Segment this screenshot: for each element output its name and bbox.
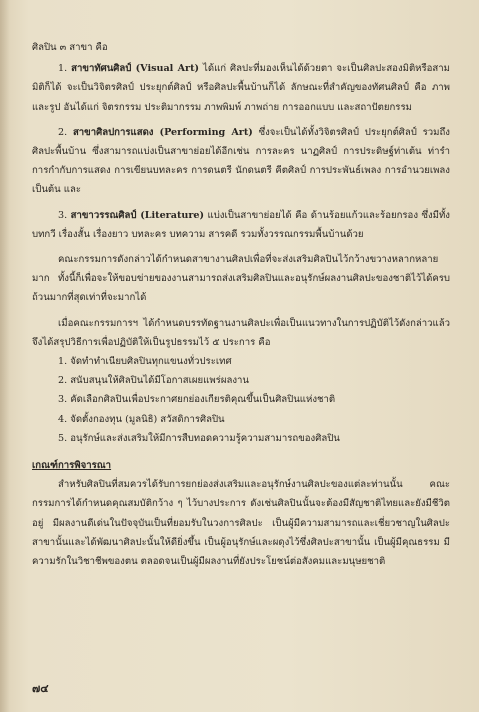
- art-branch-2: [32, 123, 450, 200]
- goal-item-3: 3. คัดเลือกศิลปินเพื่อประกาศยกย่องเกียรติคุณขึ้นเป็นศิลปินแห่งชาติ: [58, 394, 336, 406]
- art-branch-2-number: 2.: [58, 126, 68, 138]
- goal-item-5: 5. อนุรักษ์และส่งเสริมให้มีการสืบทอดความรู้ความสามารถของศิลปิน: [58, 432, 340, 444]
- art-branch-3-number: 3.: [58, 209, 68, 221]
- committee-paragraph: คณะกรรมการดังกล่าวได้กำหนดสาขางานศิลปเพื่อที่จะส่งเสริมศิลปินไว้กว้างขวางหลากหลายมาก ทั้งนี้ก็เพื่อจะให้ขอบข่ายของงานสามารถส่งเสริมศิลปินและอนุรักษ์ผลงานศิลปะของชาติไว้ได้ครบถ้วนมากที่สุดเท่าที่จะมากได้: [32, 254, 450, 304]
- art-branch-2-text: ซึ่งจะเป็นได้ทั้งวิจิตรศิลป์ ประยุกต์ศิลป์ รวมถึงศิลปะพื้นบ้าน ซึ่งสามารถแบ่งเป็นสาขาย่อยได้อีกเช่น การละคร นาฏศิลป์ การประดิษฐ์ท่าเต้น ท่ารำ การกำกับการแสดง การเขียนบทละคร การดนตรี นักดนตรี คีตศิลป์ การประพันธ์เพลง การอำนวยเพลง เป็นต้น และ: [32, 126, 450, 196]
- criteria-heading: เกณฑ์การพิจารณา: [32, 460, 112, 472]
- art-branch-1-number: 1.: [58, 63, 68, 75]
- art-branch-1: [32, 59, 450, 117]
- goal-item-2: 2. สนับสนุนให้ศิลปินได้มีโอกาสเผยแพร่ผลงาน: [58, 375, 249, 387]
- page-gutter-shadow: [0, 0, 10, 712]
- art-branch-3: [32, 206, 450, 244]
- goal-item-4: 4. จัดตั้งกองทุน (มูลนิธิ) สวัสดิการศิลปิน: [58, 413, 225, 425]
- page-number: ๗๔: [32, 682, 49, 695]
- goals-intro-paragraph: เมื่อคณะกรรมการฯ ได้กำหนดบรรทัดฐานงานศิลปะเพื่อเป็นแนวทางในการปฏิบัติไว้ดังกล่าวแล้ว จึงได้สรุปวิธีการเพื่อปฏิบัติให้เป็นรูปธรรมไว้ ๕ ประการ คือ: [32, 317, 450, 348]
- goal-item-1: 1. จัดทำทำเนียบศิลปินทุกแขนงทั่วประเทศ: [58, 356, 232, 368]
- art-branch-1-title: สาขาทัศนศิลป์ (Visual Art): [71, 63, 200, 75]
- art-branch-2-title: สาขาศิลปการแสดง (Performing Art): [72, 126, 253, 138]
- intro-line: ศิลปิน ๓ สาขา คือ: [32, 42, 108, 53]
- art-branch-3-text: แบ่งเป็นสาขาย่อยได้ คือ ด้านร้อยแก้วและร้อยกรอง ซึ่งมีทั้งบทกวี เรื่องสั้น เรื่องยาว บทละคร บทความ สารคดี รวมทั้งวรรณกรรมพื้นบ้านด้วย: [32, 209, 450, 240]
- art-branch-1-text: ได้แก่ ศิลปะที่มองเห็นได้ด้วยตา จะเป็นศิลปะสองมิติหรือสามมิติก็ได้ จะเป็นวิจิตรศิลป์ ประยุกต์ศิลป์ หรือศิลปะพื้นบ้านก็ได้ ลักษณะที่สำคัญของทัศนศิลป์ คือ ภาพและรูป อันได้แก่ จิตรกรรม ประติมากรรม ภาพพิมพ์ ภาพถ่าย การออกแบบ และสถาปัตยกรรม: [32, 63, 450, 113]
- goals-list: [32, 352, 450, 448]
- art-branch-3-title: สาขาวรรณศิลป์ (Literature): [70, 209, 205, 221]
- criteria-paragraph: สำหรับศิลปินที่สมควรได้รับการยกย่องส่งเสริมและอนุรักษ์งานศิลปะของแต่ละท่านนั้น คณะกรรมการได้กำหนดคุณสมบัติกว้าง ๆ ไว้บางประการ ดังเช่นศิลปินนั้นจะต้องมีสัญชาติไทยและยังมีชีวิตอยู่ มีผลงานดีเด่นในปัจจุบันเป็นที่ยอมรับในวงการศิลปะ เป็นผู้มีความสามารถและเชี่ยวชาญในศิลปะสาขานั้นและได้พัฒนาศิลปะนั้นให้ดียิ่งขึ้น เป็นผู้อนุรักษ์และผดุงไว้ซึ่งศิลปะสาขานั้น เป็นผู้มีคุณธรรม มีความรักในวิชาชีพของตน ตลอดจนเป็นผู้มีผลงานที่ยังประโยชน์ต่อสังคมและมนุษยชาติ: [32, 479, 450, 568]
- page-body: [32, 38, 450, 571]
